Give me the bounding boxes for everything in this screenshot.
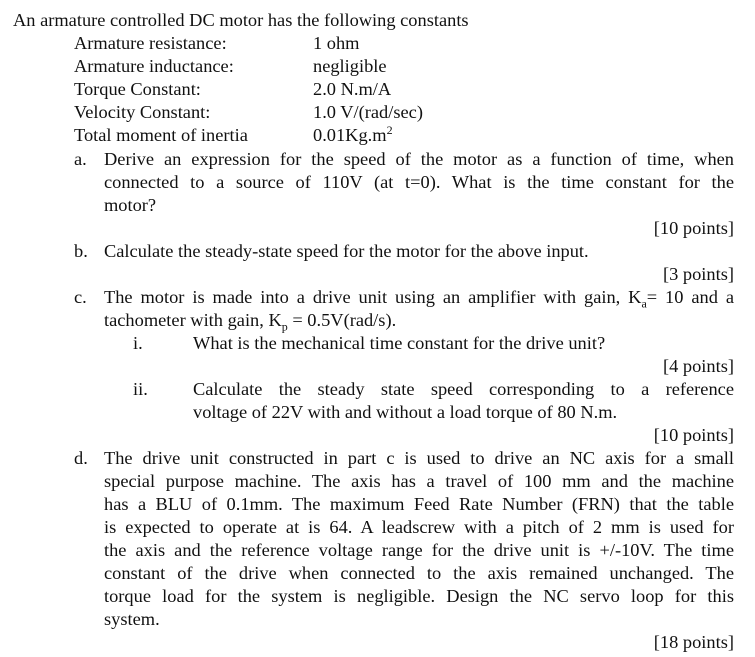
constant-value: 2.0 N.m/A — [313, 79, 392, 99]
part-c-line1-pre: The motor is made into a drive unit using an amplifier with gain, K — [104, 287, 642, 307]
part-d-points: [18 points] — [653, 632, 734, 652]
constant-name: Armature resistance: — [74, 33, 227, 53]
constant-value: negligible — [313, 56, 387, 76]
part-c-ii-label: ii. — [133, 379, 148, 399]
part-a-points: [10 points] — [653, 218, 734, 238]
part-c-line1-post: = 10 and a — [646, 287, 734, 307]
part-d-line: the axis and the reference voltage range for the drive unit is +/-10V. The time — [104, 540, 734, 560]
part-c-ii-line: Calculate the steady state speed corresponding to a reference — [193, 379, 734, 399]
part-d-line: system. — [104, 609, 160, 629]
part-d-line: special purpose machine. The axis has a travel of 100 mm and the machine — [104, 471, 734, 491]
part-c-line — [104, 309, 396, 332]
part-b-points: [3 points] — [662, 264, 734, 284]
part-d-line: The drive unit constructed in part c is used to drive an NC axis for a small — [104, 448, 734, 468]
constant-value: 1 ohm — [313, 33, 360, 53]
part-d-line: has a BLU of 0.1mm. The maximum Feed Rate Number (FRN) that the table — [104, 494, 734, 514]
part-c-ii-line: voltage of 22V with and without a load torque of 80 N.m. — [193, 402, 618, 422]
constant-value: 1.0 V/(rad/sec) — [313, 102, 423, 122]
inertia-exponent: 2 — [386, 122, 393, 137]
part-b-text: Calculate the steady-state speed for the motor for the above input. — [104, 241, 589, 261]
part-c-line2-post: = 0.5V(rad/s). — [287, 310, 397, 330]
part-c-i-points: [4 points] — [662, 356, 734, 376]
part-d-line: torque load for the system is negligible. Design the NC servo loop for this — [104, 586, 734, 606]
part-a-label: a. — [74, 149, 87, 169]
part-c-line — [104, 286, 734, 309]
part-d-label: d. — [74, 448, 88, 468]
part-c-ii-points: [10 points] — [653, 425, 734, 445]
constant-name: Torque Constant: — [74, 79, 201, 99]
part-c-i-label: i. — [133, 333, 143, 353]
intro-text: An armature controlled DC motor has the following constants — [13, 10, 469, 30]
part-d-line: is expected to operate at is 64. A leadscrew with a pitch of 2 mm is used for — [104, 517, 734, 537]
part-d-line: constant of the drive when connected to the axis remained unchanged. The — [104, 563, 734, 583]
part-c-i-text: What is the mechanical time constant for the drive unit? — [193, 333, 606, 353]
constant-name: Velocity Constant: — [74, 102, 211, 122]
amplifier-gain-subscript: a — [641, 296, 647, 311]
part-b-label: b. — [74, 241, 88, 261]
tachometer-gain-subscript: p — [281, 319, 288, 334]
part-a-line: Derive an expression for the speed of the motor as a function of time, when — [104, 149, 734, 169]
constant-value — [313, 124, 393, 147]
part-c-label: c. — [74, 287, 87, 307]
constant-name: Total moment of inertia — [74, 125, 248, 145]
part-a-line: motor? — [104, 195, 157, 215]
part-a-line: connected to a source of 110V (at t=0). What is the time constant for the — [104, 172, 734, 192]
constant-name: Armature inductance: — [74, 56, 234, 76]
inertia-value: 0.01Kg.m — [313, 125, 387, 145]
part-c-line2-pre: tachometer with gain, K — [104, 310, 282, 330]
